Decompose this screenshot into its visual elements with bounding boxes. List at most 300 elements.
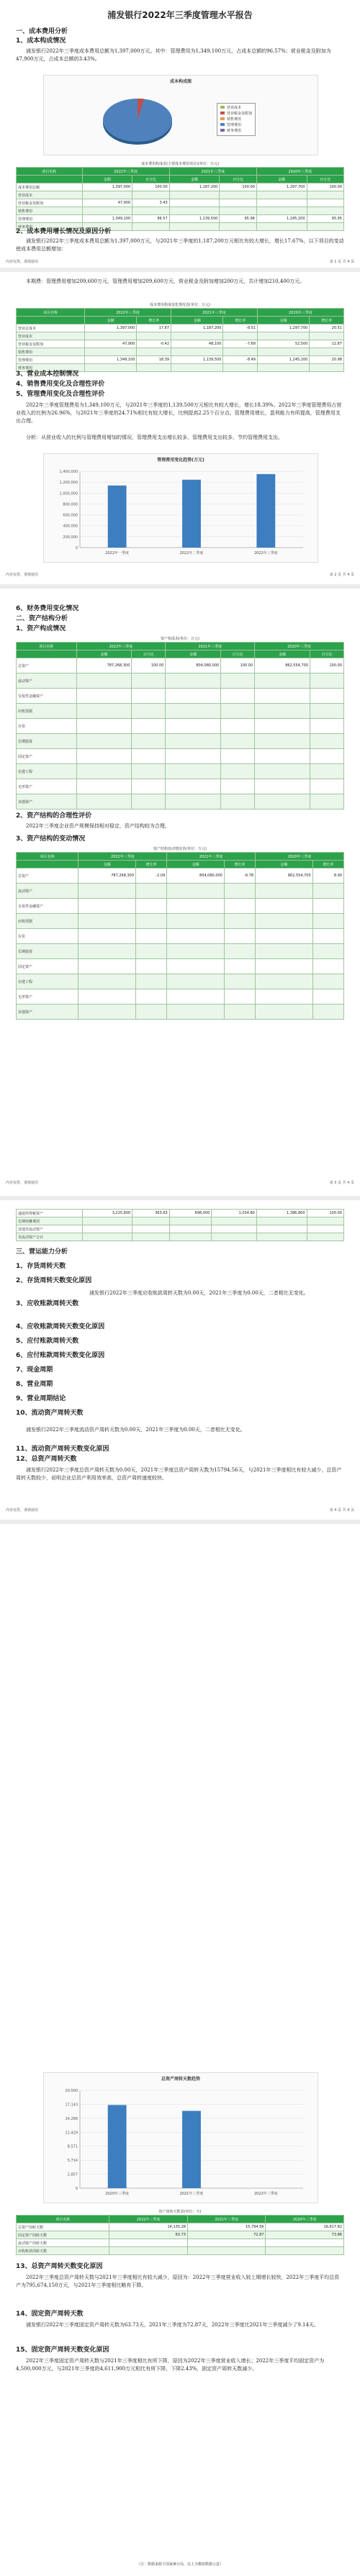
table-cell: -7.69 (223, 340, 258, 348)
table-cell (223, 348, 258, 356)
table-cell (256, 884, 313, 899)
table-cell (220, 199, 256, 207)
table-cell (187, 2239, 266, 2247)
y-tick-label: 17,143 (65, 2103, 78, 2108)
cost-structure-table (16, 167, 344, 231)
y-tick-label: 1,200,000 (59, 481, 78, 486)
col-subheader (17, 650, 77, 658)
table-cell (136, 929, 167, 944)
row-label: 长期投资 (17, 734, 77, 749)
table-cell (307, 1225, 344, 1233)
table-cell: 95.98 (220, 215, 256, 223)
table-cell: 1,245,200 (256, 215, 307, 223)
table-cell (78, 929, 136, 944)
table-row (17, 674, 344, 689)
table-cell (220, 223, 256, 231)
paragraph: 浦发银行2022年三季度应收账款周转天数为0.00天，2021年三季度为0.00天，二者相比无变化。 (89, 1290, 309, 1296)
table-cell (255, 779, 310, 794)
row-label: 总资产 (17, 869, 78, 884)
table-cell (136, 899, 167, 914)
page-footer (6, 1180, 354, 1185)
table-caption: 成本费用构成表(主要成本费用项目)(单位：万元) (141, 162, 219, 166)
table-cell: -2.09 (136, 869, 167, 884)
table-cell (312, 989, 343, 1004)
legend-item: 管理费用 (227, 123, 242, 127)
pie-legend (217, 103, 256, 136)
subsection-heading: 14、固定资产周转天数 (16, 2310, 84, 2318)
page-number: 第 4 页 共 4 页 (329, 1508, 354, 1513)
table-cell: 1,187,200 (169, 183, 220, 191)
table-cell (85, 332, 137, 340)
paragraph: 浦发银行2022年三季度流动资产周转天数为0.00天，2021年三季度为0.00天，二者相比无变化。 (26, 1427, 246, 1433)
row-label: 财务费用 (17, 223, 83, 231)
subsection-heading: 3、营业成本控制情况 (16, 371, 79, 378)
table-row (17, 899, 344, 914)
table-cell (224, 974, 255, 989)
table-row (17, 2247, 344, 2255)
table-cell (136, 989, 167, 1004)
subsection-heading: 6、应付账款周转天数变化原因 (16, 1352, 105, 1359)
col-header: 2020年三季度 (256, 853, 344, 861)
table-row (17, 215, 344, 223)
col-subheader: 增长率 (136, 861, 167, 869)
table-cell: 73.86 (266, 2231, 344, 2239)
table-cell (212, 1233, 256, 1241)
table-cell (167, 959, 225, 974)
footer-left: 内容仅供，谨慎使用 (6, 260, 39, 264)
subsection-heading: 7、现金周期 (16, 1366, 53, 1374)
table-cell: 96.57 (132, 215, 169, 223)
table-cell (224, 989, 255, 1004)
table-cell (307, 191, 344, 199)
table-row (17, 959, 344, 974)
cost-change-table (16, 308, 344, 372)
table-cell (166, 689, 221, 704)
col-subheader: 金额 (255, 650, 310, 658)
table-cell: 696,000 (169, 1210, 212, 1217)
table-row (17, 191, 344, 199)
table-cell (166, 704, 221, 719)
col-header: 项目名称 (17, 309, 85, 317)
legend-swatch (220, 129, 225, 132)
col-subheader: 增长率 (312, 861, 343, 869)
subsection-heading: 13、总资产周转天数变化原因 (16, 2263, 103, 2270)
table-cell (256, 959, 313, 974)
col-header: 2022年三季度 (76, 643, 166, 650)
table-cell (221, 674, 255, 689)
table-cell (307, 1217, 344, 1225)
table-row (17, 719, 344, 734)
legend-swatch (220, 123, 225, 126)
table-row (17, 764, 344, 779)
y-tick-label: 600,000 (63, 513, 78, 518)
table-cell (132, 674, 166, 689)
table-cell (224, 959, 255, 974)
table-cell (312, 1004, 343, 1020)
table-cell (212, 1217, 256, 1225)
row-label: 总资产周转天数 (17, 2223, 109, 2231)
legend-item: 营业成本 (227, 106, 242, 110)
table-cell (255, 734, 310, 749)
row-label: 总资产 (17, 658, 77, 674)
table-cell (167, 974, 225, 989)
table-cell (76, 704, 132, 719)
chart-title: 管理费用变化趋势(万元) (157, 458, 204, 463)
table-cell (224, 929, 255, 944)
row-label: 销售费用 (17, 348, 85, 356)
page-4b (0, 1525, 360, 2576)
table-cell (187, 2247, 266, 2255)
table-cell: 363.63 (132, 1210, 169, 1217)
table-cell (310, 779, 344, 794)
table-cell: 1,397,000 (82, 183, 132, 191)
footer-left: 内容仅供，谨慎使用 (6, 1181, 39, 1185)
y-tick-label: 11,429 (65, 2131, 78, 2136)
row-label: 应收票据 (17, 914, 78, 929)
table-row (17, 348, 344, 356)
section-heading: 三、营运能力分析 (16, 1248, 68, 1256)
table-cell (132, 794, 166, 809)
x-tick-label: 2022年二季度 (179, 551, 204, 555)
table-row (17, 974, 344, 989)
col-subheader: 增长率 (137, 317, 171, 325)
table-cell (307, 1233, 344, 1241)
table-cell (256, 1225, 307, 1233)
table-cell: 100.00 (132, 183, 169, 191)
table-cell (312, 974, 343, 989)
table-cell: 1,397,000 (85, 325, 137, 332)
row-label: 管理费用 (17, 215, 83, 223)
table-cell (169, 191, 220, 199)
col-subheader: 金额 (78, 861, 136, 869)
col-subheader (17, 176, 83, 183)
table-cell: 63.73 (109, 2231, 188, 2239)
table-cell (266, 2239, 344, 2247)
table-cell (169, 1225, 212, 1233)
col-header: 2021年三季度 (187, 2216, 266, 2223)
table-row (17, 989, 344, 1004)
y-tick-label: 0 (75, 2187, 78, 2191)
table-row (17, 1225, 344, 1233)
table-cell: 1,396,800 (256, 1210, 307, 1217)
subsection-heading: 4、应收账款周转天数变化原因 (16, 1323, 105, 1330)
table-cell (257, 348, 309, 356)
table-row (17, 779, 344, 794)
table-cell (132, 764, 166, 779)
table-cell (310, 734, 344, 749)
table-cell (257, 332, 309, 340)
table-cell (221, 749, 255, 764)
table-cell (132, 1217, 169, 1225)
asset-structure-table (16, 642, 344, 809)
table-cell: 1,297,700 (256, 183, 307, 191)
col-subheader: 金额 (85, 317, 137, 325)
y-tick-label: 5,714 (67, 2159, 78, 2164)
table-cell: 100.00 (307, 1210, 344, 1217)
legend-item: 营业税金及附加 (227, 112, 253, 116)
table-cell (220, 207, 256, 215)
table-cell (256, 1217, 307, 1225)
table-cell (85, 364, 137, 372)
row-label: 管理费用 (17, 356, 85, 364)
table-row (17, 944, 344, 959)
col-subheader: 增长率 (310, 317, 344, 325)
row-label: 长期待摊费用 (17, 1217, 83, 1225)
table-cell (136, 1004, 167, 1020)
row-label: 存货 (17, 719, 77, 734)
table-cell: 20.98 (310, 356, 344, 364)
col-subheader: 百分比 (220, 176, 256, 183)
table-cell (132, 1233, 169, 1241)
x-tick-label: 2020年三季度 (105, 2192, 130, 2196)
col-header: 2020年三季度 (266, 2216, 344, 2223)
table-cell (220, 191, 256, 199)
table-cell (310, 689, 344, 704)
table-cell (78, 884, 136, 899)
col-header: 项目名称 (17, 2216, 109, 2223)
table-row (17, 325, 344, 332)
table-row (17, 1233, 344, 1241)
y-tick-label: 1,400,000 (59, 470, 78, 474)
col-header: 项目名称 (17, 168, 83, 176)
table-row (17, 207, 344, 215)
table-cell (310, 719, 344, 734)
row-label: 营业成本 (17, 332, 85, 340)
table-cell (255, 704, 310, 719)
table-cell (167, 929, 225, 944)
table-row (17, 1004, 344, 1020)
table-row (17, 2231, 344, 2239)
paragraph: 2022年三季度企业资产规模保持相对稳定，资产结构较为合理。 (26, 823, 170, 829)
table-cell: 1,349,100 (85, 356, 137, 364)
table-cell: 862,554,700 (256, 869, 313, 884)
paragraph: 2022年三季度管理费用为1,349,100万元，与2021年三季度的1,139,500万元相比有较大增长，增长18.39%。2022年三季度管理费用占营业收入的比例为26.96%，与2021年三季度的24.71%相比有较大增长，比例提高2.25个百分点。管理费用增长，盈利能力有所提高，管理费用支出合理。 (16, 402, 342, 424)
table-cell (256, 989, 313, 1004)
table-cell (167, 884, 225, 899)
col-header: 2020年三季度 (255, 643, 344, 650)
page-footer (6, 259, 354, 264)
col-subheader: 金额 (169, 176, 220, 183)
subsection-heading: 1、存货周转天数 (16, 1263, 66, 1270)
table-cell: 1,297,700 (257, 325, 309, 332)
table-row (17, 658, 344, 674)
subsection-heading: 2、存货周转天数变化原因 (16, 1277, 92, 1284)
row-label: 其他非流动资产 (17, 1225, 83, 1233)
table-cell: 787,268,300 (78, 869, 136, 884)
table-cell (132, 719, 166, 734)
y-tick-label: 2,857 (67, 2172, 78, 2177)
legend-item: 销售费用 (227, 117, 242, 122)
col-subheader: 金额 (166, 650, 221, 658)
table-cell (132, 223, 169, 231)
table-cell: 95.95 (307, 215, 344, 223)
chart-title: 总资产周转天数趋势 (161, 2077, 200, 2082)
footer-left: 内容仅供，谨慎使用 (6, 573, 39, 577)
table-cell (312, 884, 343, 899)
table-cell (82, 207, 132, 215)
table-cell: 3,225,600 (82, 1210, 132, 1217)
row-label: 无形资产 (17, 779, 77, 794)
paragraph: 浦发银行2022年三季度总资产周转天数为0.00天，2021年三季度总资产周转天数为15794.56天，与2021年三季度相比有较大减少，总资产周转天数较少，说明企业总资产利用效率高，总资产周转速度较快。 (16, 1467, 342, 1481)
legend-swatch (220, 112, 225, 114)
table-row (17, 734, 344, 749)
bar (182, 480, 201, 548)
table-cell (132, 689, 166, 704)
table-cell (166, 674, 221, 689)
page-separator (0, 1196, 360, 1200)
footer-left: 内容仅供，谨慎使用 (6, 1508, 39, 1513)
legend-swatch (220, 106, 225, 109)
table-row (17, 2239, 344, 2247)
table-cell (221, 779, 255, 794)
table-cell (166, 749, 221, 764)
table-cell (132, 207, 169, 215)
y-tick-label: 0 (75, 546, 78, 550)
y-tick-label: 1,000,000 (59, 491, 78, 496)
table-cell (166, 719, 221, 734)
table-row (17, 332, 344, 340)
table-cell (78, 899, 136, 914)
table-cell: 1,139,500 (171, 356, 223, 364)
subsection-heading: 5、管理费用变化及合理性评价 (16, 391, 105, 398)
paragraph: 浦发银行2022年三季度成本费用总额为1,397,000万元。其中：管理费用为1,349,100万元，占成本总额的96.57%；营业税金及附加为47,900万元，占成本总额的3.43%。 (16, 48, 331, 62)
col-header: 2022年三季度 (85, 309, 171, 317)
total-asset-days-chart (43, 2072, 318, 2203)
y-tick-label: 14,286 (65, 2116, 78, 2121)
table-cell (78, 944, 136, 959)
table-cell (310, 704, 344, 719)
table-cell (255, 794, 310, 809)
table-row (17, 884, 344, 899)
table-cell: 47,900 (85, 340, 137, 348)
table-row (17, 704, 344, 719)
table-cell (132, 191, 169, 199)
subsection-heading: 3、资产结构的变动情况 (16, 835, 86, 843)
col-subheader (17, 861, 78, 869)
table-cell: -0.42 (137, 340, 171, 348)
col-subheader: 金额 (76, 650, 132, 658)
col-subheader: 百分比 (310, 650, 344, 658)
subsection-heading: 2、资产结构的合理性评价 (16, 812, 92, 820)
table-cell (82, 1217, 132, 1225)
col-header: 项目名称 (17, 643, 77, 650)
table-row (17, 1210, 344, 1217)
table-cell (76, 794, 132, 809)
x-tick-label: 2021年三季度 (179, 2192, 204, 2196)
x-tick-label: 2022年一季度 (105, 551, 130, 555)
paragraph: 2022年三季度总资产周转天数与2021年三季度相比有较大减少，原因为：2022年三季度营业收入较上期增长较快，2022年三季度平均总资产为795,674,150万元，与2021年三季度相比略有下降。 (16, 2275, 340, 2288)
table-row (17, 183, 344, 191)
table-cell (224, 899, 255, 914)
table-cell: -8.51 (223, 325, 258, 332)
table-cell: 100.00 (221, 658, 255, 674)
table-cell (224, 914, 255, 929)
chart-title: 成本构成图 (169, 79, 192, 84)
row-label: 流动资产 (17, 884, 78, 899)
management-fee-bar-chart (43, 453, 318, 563)
table-cell (223, 332, 258, 340)
row-label: 应收票据 (17, 704, 77, 719)
subsection-heading: 12、总资产周转天数 (16, 1456, 77, 1463)
col-header: 2022年三季度 (109, 2216, 188, 2223)
table-cell (109, 2239, 188, 2247)
subsection-heading: 6、财务费用变化情况 (16, 605, 79, 612)
table-cell (136, 959, 167, 974)
page-2 (0, 273, 360, 583)
col-subheader: 增长率 (224, 861, 255, 869)
table-cell: -8.49 (223, 356, 258, 364)
section-heading: 二、资产结构分析 (16, 615, 68, 622)
col-subheader: 金额 (256, 176, 307, 183)
col-subheader: 百分比 (221, 650, 255, 658)
table-cell (312, 959, 343, 974)
table-cell (256, 929, 313, 944)
subsection-heading: 8、营业周期 (16, 1381, 53, 1388)
table-cell (169, 223, 220, 231)
table-cell (76, 734, 132, 749)
table-cell (310, 348, 344, 356)
y-tick-label: 8,571 (67, 2144, 78, 2149)
row-label: 非流动资产合计 (17, 1233, 83, 1241)
subsection-heading: 3、应收账款周转天数 (16, 1300, 79, 1307)
table-row (17, 869, 344, 884)
bar-chart-svg (44, 466, 318, 561)
x-tick-label: 2022年三季度 (253, 2192, 278, 2196)
row-label: 存货 (17, 929, 78, 944)
row-label: 流动资产 (17, 674, 77, 689)
table-cell: 18.39 (137, 356, 171, 364)
table-caption: 资产构成表(单位：万元) (161, 637, 199, 641)
y-tick-label: 800,000 (63, 502, 78, 507)
table-cell (167, 914, 225, 929)
table-cell (221, 794, 255, 809)
table-row (17, 689, 344, 704)
row-label: 无形资产 (17, 989, 78, 1004)
table-cell (76, 764, 132, 779)
row-label: 交易性金融资产 (17, 689, 77, 704)
col-header: 2020年三季度 (257, 309, 343, 317)
bar-chart-svg (44, 2085, 318, 2201)
footer-note: （注：数据来源于国家统计局，以上为模拟数据示意） (136, 2562, 223, 2567)
table-cell: 1,187,200 (171, 325, 223, 332)
table-cell (310, 749, 344, 764)
row-label: 长期投资 (17, 944, 78, 959)
row-label: 成本费用总额 (17, 183, 83, 191)
table-cell (136, 974, 167, 989)
row-label: 营业税金及附加 (17, 340, 85, 348)
table-cell (307, 207, 344, 215)
table-cell: 100.00 (132, 658, 166, 674)
table-cell (255, 719, 310, 734)
col-header: 2022年三季度 (82, 168, 169, 176)
table-cell: 1,139,500 (169, 215, 220, 223)
table-cell (256, 191, 307, 199)
table-cell: 47,900 (82, 199, 132, 207)
page-separator (0, 1520, 360, 1524)
table-cell: 14,135.28 (109, 2223, 188, 2231)
table-cell (167, 944, 225, 959)
bar (108, 486, 127, 548)
table-cell (256, 899, 313, 914)
row-label: 销售费用 (17, 207, 83, 215)
table-cell (256, 207, 307, 215)
table-row (17, 929, 344, 944)
table-cell (266, 2247, 344, 2255)
table-cell (76, 749, 132, 764)
table-row (17, 794, 344, 809)
page-4a (0, 1202, 360, 1518)
table-cell (82, 1233, 132, 1241)
